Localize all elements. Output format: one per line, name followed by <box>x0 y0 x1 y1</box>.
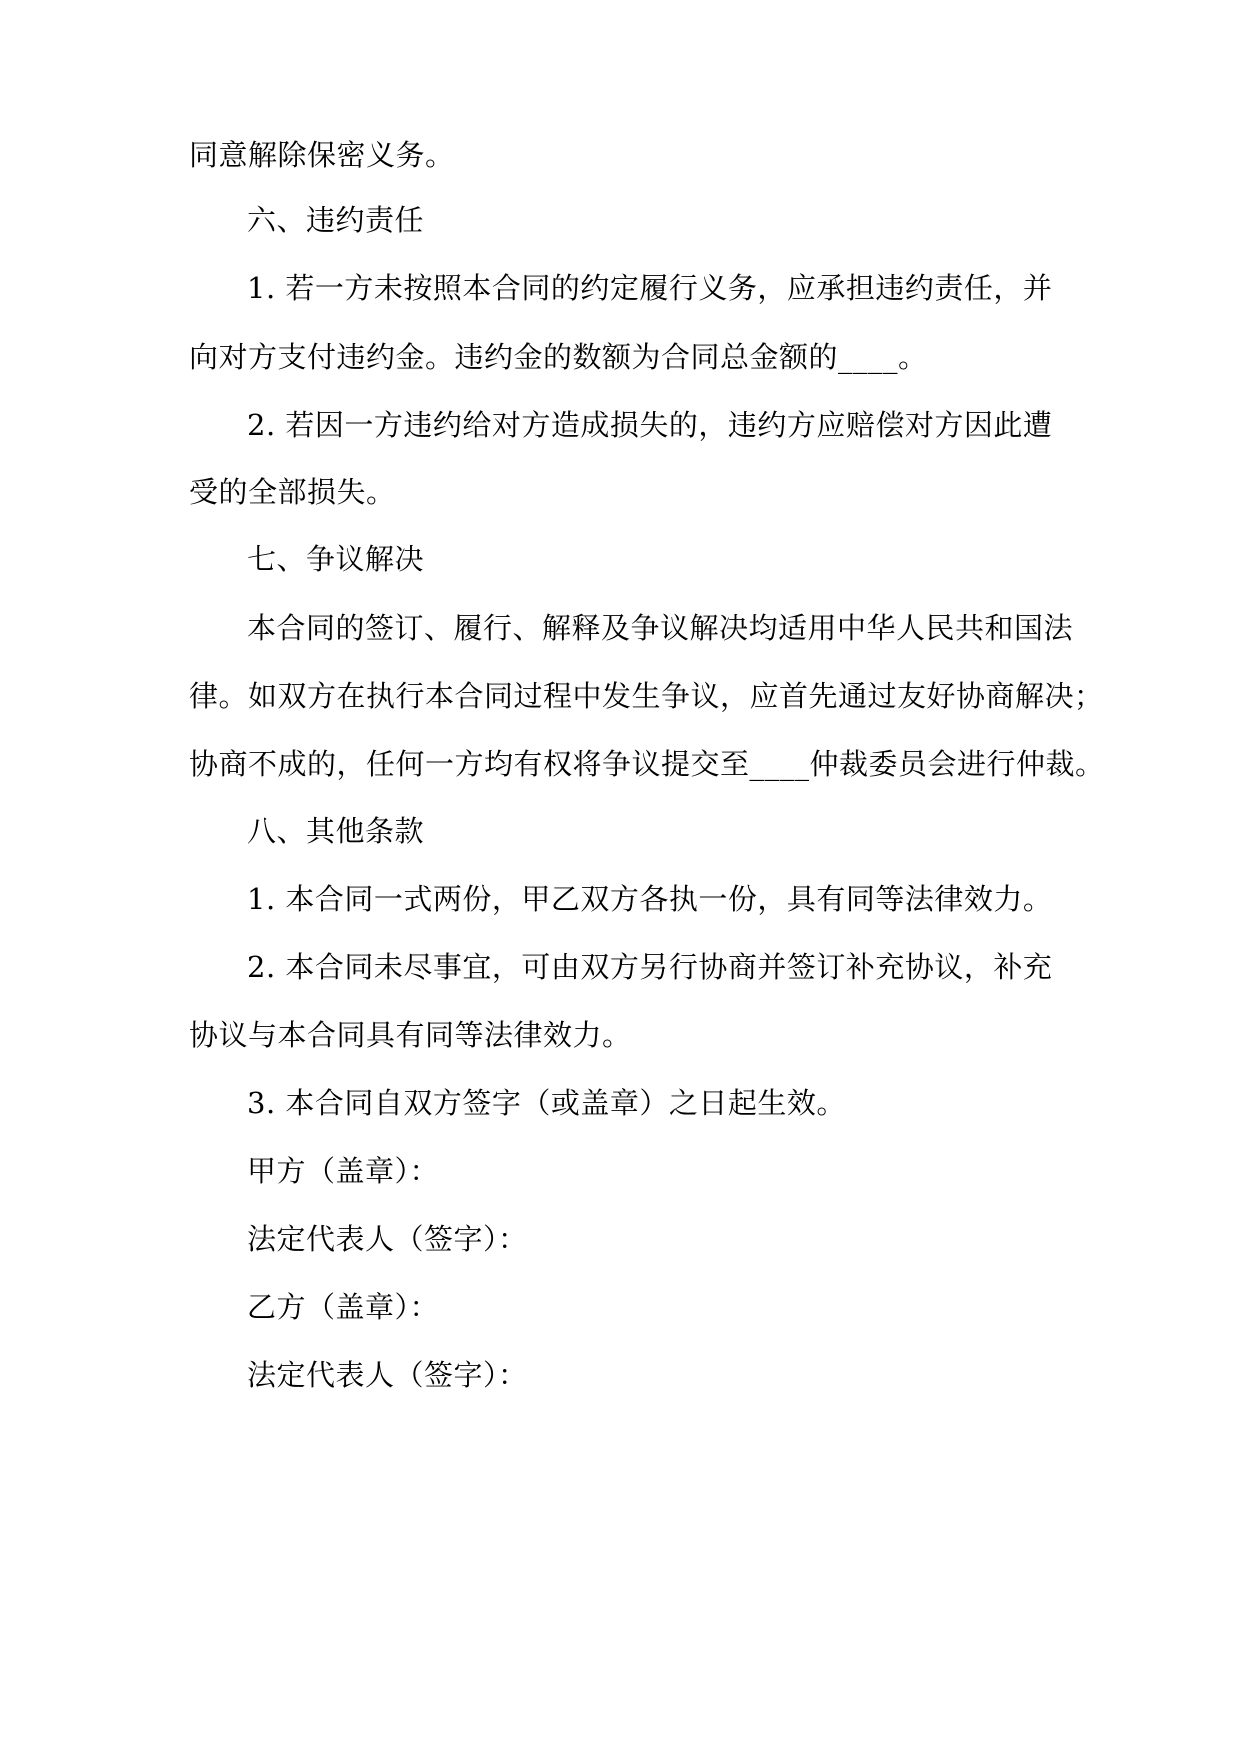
text-line: 1. 若一方未按照本合同的约定履行义务，应承担违约责任，并 <box>247 271 1053 305</box>
text-line: 律。如双方在执行本合同过程中发生争议，应首先通过友好协商解决； <box>189 679 1104 713</box>
signature-party-b: 乙方（盖章）： <box>247 1290 440 1324</box>
text-line: 协商不成的，任何一方均有权将争议提交至____仲裁委员会进行仲裁。 <box>189 747 1105 781</box>
text-line: 2. 本合同未尽事宜，可由双方另行协商并签订补充协议，补充 <box>247 950 1053 984</box>
text-line: 协议与本合同具有同等法律效力。 <box>189 1018 632 1052</box>
text-line: 受的全部损失。 <box>189 475 396 509</box>
text-line: 本合同的签订、履行、解释及争议解决均适用中华人民共和国法 <box>247 611 1074 645</box>
text-line: 向对方支付违约金。违约金的数额为合同总金额的____。 <box>189 340 928 374</box>
text-line: 3. 本合同自双方签字（或盖章）之日起生效。 <box>247 1086 846 1120</box>
text-line: 2. 若因一方违约给对方造成损失的，违约方应赔偿对方因此遭 <box>247 408 1053 442</box>
section-heading-other: 八、其他条款 <box>247 814 425 848</box>
text-line: 1. 本合同一式两份，甲乙双方各执一份，具有同等法律效力。 <box>247 882 1053 916</box>
signature-rep-a: 法定代表人（签字）： <box>247 1222 528 1256</box>
text-line: 同意解除保密义务。 <box>189 138 455 172</box>
section-heading-dispute: 七、争议解决 <box>247 542 425 576</box>
signature-party-a: 甲方（盖章）： <box>247 1154 440 1188</box>
section-heading-breach: 六、违约责任 <box>247 203 425 237</box>
signature-rep-b: 法定代表人（签字）： <box>247 1358 528 1392</box>
